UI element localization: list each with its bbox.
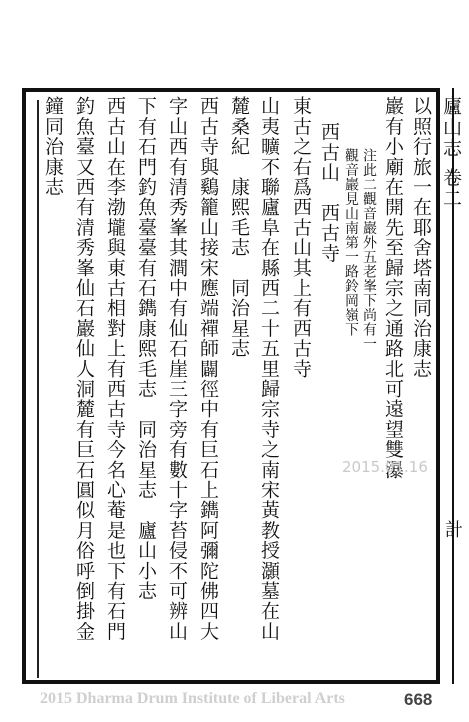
text-column-10: 釣魚臺又西有清秀峯仙石巖仙人洞麓有巨石圓似月俗呼倒掛金 [73,96,95,642]
text-column-6: 西古寺與鷄籠山接宋應端禪師闢徑中有巨石上鐫阿彌陀佛四大 [197,96,219,642]
text-column-5: 麓桑紀 康熙毛志 同治星志 [228,96,250,359]
book-title-margin: 廬山志 卷二 [440,96,462,210]
text-column-1: 以照行旅一在耶舍塔南同治康志 [410,96,432,379]
text-column-11: 鐘同治康志 [42,96,64,197]
institution-watermark: 2015 Dharma Drum Institute of Liberal Arts [40,690,345,707]
text-column-9: 西古山在李渤壠與東古相對上有西古寺今名心菴是也下有石門 [104,96,126,642]
text-column-4: 山夷曠不聯廬阜在縣西二十五里歸宗寺之南宋黃教授灝墓在山 [258,96,280,642]
note-column-2: 觀音巖見山南第一路鈴岡嶺下 [343,148,359,337]
text-column-7: 字山西有清秀峯其澗中有仙石崖三字旁有數十字苔侵不可辨山 [166,96,188,642]
margin-mark: 計 [442,520,463,538]
note-column-1: 注此二觀音巖外五老峯下尚有一 [361,148,377,351]
inner-rule [37,100,39,678]
text-column-8: 下有石門釣魚臺臺有石鐫康熙毛志 同治星志 廬山小志 [135,96,157,601]
section-heading: 西古山 西古寺 [318,122,340,264]
text-column-2: 巖有小廟在開先至歸宗之通路北可遠望雙瀑 [382,96,404,480]
date-watermark: 2015.01.16 [342,458,428,476]
text-column-3: 東古之右爲西古山其上有西古寺 [290,96,312,379]
page-number: 668 [404,690,433,709]
